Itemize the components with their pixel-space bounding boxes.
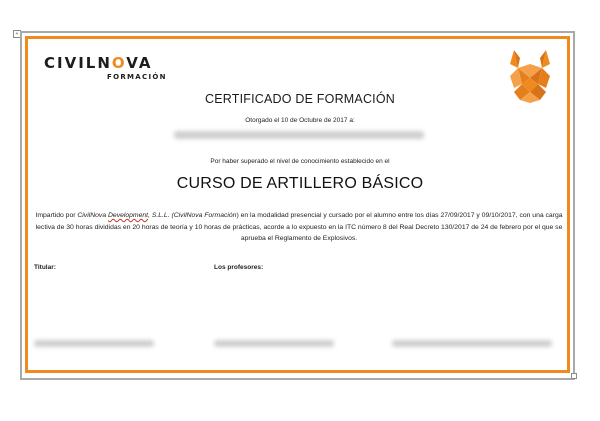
certificate-title: CERTIFICADO DE FORMACIÓN: [205, 92, 395, 106]
holder-signature-label: Titular:: [34, 264, 56, 271]
logo-subtitle: FORMACIÓN: [107, 73, 167, 81]
awarded-date-line: Otorgado el 10 de Octubre de 2017 a:: [245, 117, 355, 124]
recipient-name-redacted: [174, 128, 424, 142]
certificate-border: [25, 36, 570, 373]
object-anchor-icon[interactable]: +: [13, 30, 21, 38]
civilnova-logo: [44, 55, 174, 85]
teacher-2-name-redacted: [392, 338, 552, 348]
teachers-signature-label: Los profesores:: [214, 264, 264, 271]
teacher-1-name-redacted: [214, 338, 334, 348]
holder-name-redacted: [34, 338, 154, 348]
course-name: CURSO DE ARTILLERO BÁSICO: [176, 175, 424, 192]
resize-handle-icon[interactable]: [571, 373, 577, 379]
certificate-body-text: Impartido por CivilNova Development, S.L.L. (CivilNova Formación) en la modalidad presencial y cursado por el alumno entre los días 27/09/2017 y 09/10/2017, con una carga lectiva de 30 horas divididas en 20 horas de teoría y 10 horas de prácticas, acorde a lo expuesto en la ITC número 8 del Real Decreto 130/2017 de 24 de febrero por el que se aprueba el Reglamento de Explosivos.: [35, 212, 563, 242]
logo-wordmark: CIVILNOVA: [44, 54, 153, 72]
achievement-line: Por haber superado el nivel de conocimiento establecido en el: [210, 158, 390, 165]
